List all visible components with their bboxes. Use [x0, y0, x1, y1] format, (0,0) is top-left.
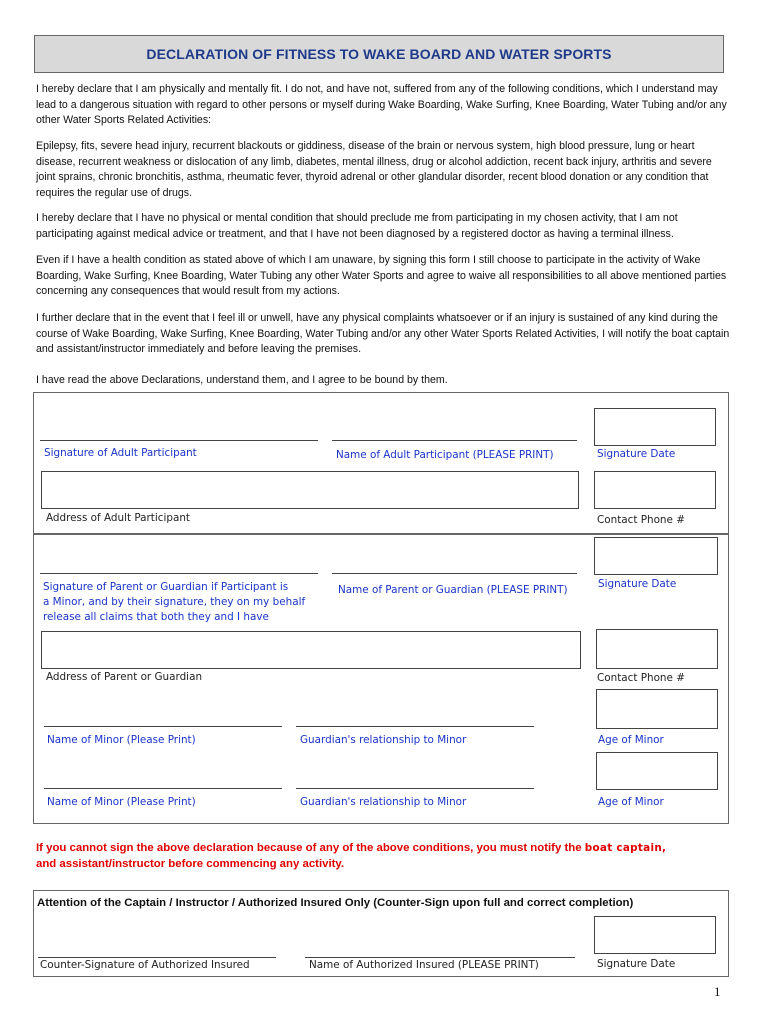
- minor-1-age-label: Age of Minor: [598, 734, 664, 746]
- adult-phone-label: Contact Phone #: [597, 514, 685, 526]
- guardian-address-label: Address of Parent or Guardian: [46, 671, 203, 683]
- counter-sign-date-field[interactable]: [594, 916, 716, 954]
- guardian-address-field[interactable]: [41, 631, 581, 669]
- guardian-phone-label: Contact Phone #: [597, 672, 685, 684]
- guardian-signature-label-3: release all claims that both they and I have: [43, 611, 269, 623]
- minor-2-relationship-label: Guardian's relationship to Minor: [300, 796, 467, 808]
- agreement-statement: I have read the above Declarations, understand them, and I agree to be bound by them.: [36, 374, 448, 386]
- guardian-signature-label-2: a Minor, and by their signature, they on my behalf: [43, 596, 306, 608]
- minor-1-age-field[interactable]: [596, 689, 718, 729]
- declaration-paragraph-1: I hereby declare that I am physically and mentally fit. I do not, and have not, suffered from any of the following conditions, which I understand may lead to a dangerous situation with regard to other persons or myself during Wake Boarding, Wake Surfing, Knee Boarding, Water Tubing and/or any other Water Sports Related Activities:: [36, 83, 727, 127]
- adult-date-label: Signature Date: [597, 448, 676, 460]
- minor-1-relationship-line[interactable]: [296, 726, 534, 727]
- warning-text-part-3: and assistant/instructor before commencing any activity.: [36, 858, 345, 870]
- adult-address-label: Address of Adult Participant: [46, 512, 190, 524]
- adult-phone-field[interactable]: [594, 471, 716, 509]
- adult-name-line[interactable]: [332, 440, 577, 441]
- declaration-paragraph-4: I further declare that in the event that I feel ill or unwell, have any physical complaints whatsoever or if an injury is sustained of any kind during the course of Wake Boarding, Wake Surfing, Knee Boarding, Water Tubing and/or any other Water Sports Related Activities, I will notify the boat captain and assistant/instructor immediately and before leaving the premises.: [36, 312, 730, 356]
- title-banner: [34, 35, 724, 73]
- minor-1-name-line[interactable]: [44, 726, 282, 727]
- guardian-name-label: Name of Parent or Guardian (PLEASE PRINT): [338, 584, 568, 596]
- guardian-phone-field[interactable]: [596, 629, 718, 669]
- conditions-paragraph: Epilepsy, fits, severe head injury, recurrent blackouts or giddiness, disease of the brain or nervous system, high blood pressure, lung or heart disease, recurrent weakness or dislocation of any limb, diabetes, mental illness, drug or alcohol addiction, recent back injury, arthritis and severe joint sprains, chronic bronchitis, asthma, rheumatic fever, thyroid adrenal or other glandular disorder, recent blood donation or any condition that requires the regular use of drugs.: [36, 140, 712, 199]
- minor-1-relationship-label: Guardian's relationship to Minor: [300, 734, 467, 746]
- minor-1-name-label: Name of Minor (Please Print): [47, 734, 196, 746]
- guardian-signature-date-field[interactable]: [594, 537, 718, 575]
- guardian-signature-line[interactable]: [40, 573, 318, 574]
- warning-text-part-2: boat captain,: [584, 842, 667, 854]
- guardian-signature-label-1: Signature of Parent or Guardian if Participant is: [43, 581, 289, 593]
- counter-signature-label: Counter-Signature of Authorized Insured: [40, 959, 250, 971]
- adult-name-label: Name of Adult Participant (PLEASE PRINT): [336, 449, 554, 461]
- declaration-paragraph-3: Even if I have a health condition as stated above of which I am unaware, by signing this form I still choose to participate in the activity of Wake Boarding, Wake Surfing, Knee Boarding, Water Tubing any other Water Sports and agree to waive all responsibilities to all above mentioned parties concerning any consequences that would result from my actions.: [36, 254, 727, 298]
- guardian-name-line[interactable]: [332, 573, 577, 574]
- counter-sign-date-label: Signature Date: [597, 958, 676, 970]
- minor-2-name-line[interactable]: [44, 788, 282, 789]
- minor-2-name-label: Name of Minor (Please Print): [47, 796, 196, 808]
- adult-signature-label: Signature of Adult Participant: [44, 447, 197, 459]
- page-number: 1: [714, 984, 721, 999]
- warning-notice: [36, 840, 726, 872]
- counter-sign-heading: Attention of the Captain / Instructor / Authorized Insured Only (Counter-Sign upon full and correct completion): [37, 897, 634, 909]
- page-title: DECLARATION OF FITNESS TO WAKE BOARD AND WATER SPORTS: [146, 46, 612, 62]
- adult-signature-date-field[interactable]: [594, 408, 716, 446]
- warning-text-part-1: If you cannot sign the above declaration because of any of the above conditions, you must notify the: [36, 842, 582, 854]
- insured-name-label: Name of Authorized Insured (PLEASE PRINT): [309, 959, 539, 971]
- minor-2-age-field[interactable]: [596, 752, 718, 790]
- guardian-date-label: Signature Date: [598, 578, 677, 590]
- declaration-paragraph-2: I hereby declare that I have no physical or mental condition that should preclude me from participating in my chosen activity, that I am not participating against medical advice or treatment, and that I have not been diagnosed by a registered doctor as having a terminal illness.: [36, 212, 678, 240]
- minor-2-relationship-line[interactable]: [296, 788, 534, 789]
- minor-2-age-label: Age of Minor: [598, 796, 664, 808]
- adult-address-field[interactable]: [41, 471, 579, 509]
- adult-signature-line[interactable]: [40, 440, 318, 441]
